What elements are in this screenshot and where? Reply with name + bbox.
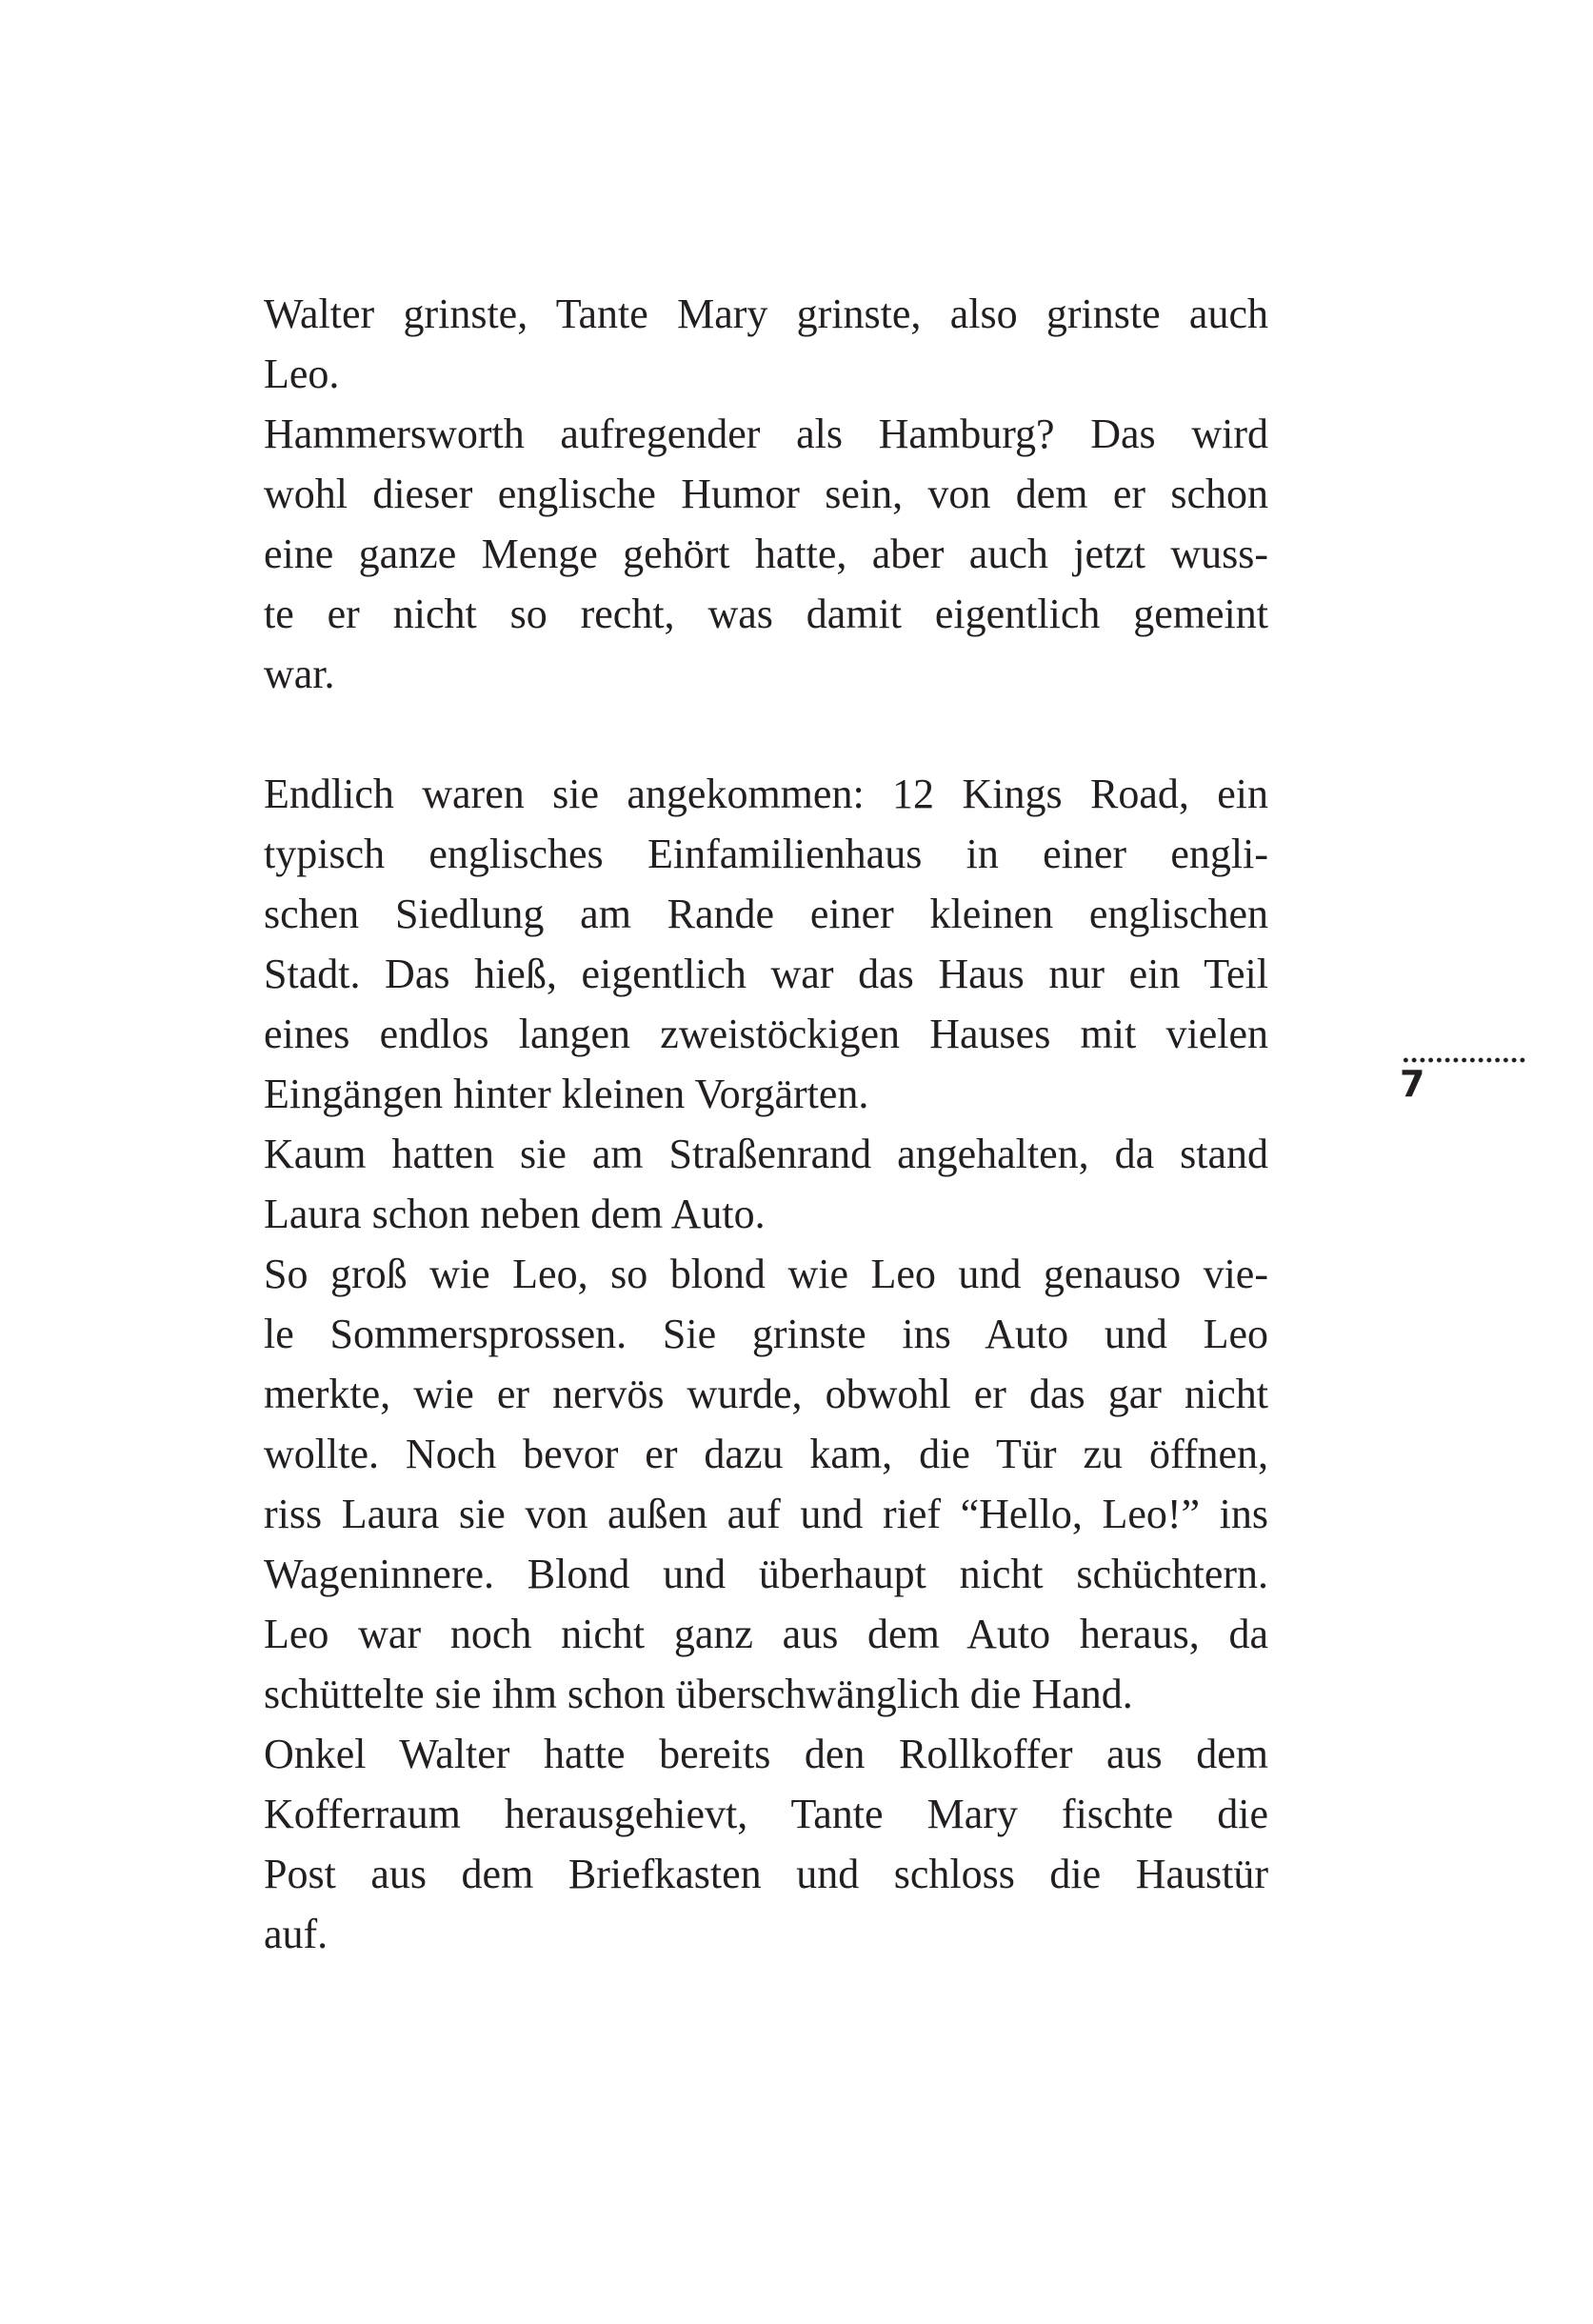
paragraph (264, 404, 1268, 704)
text-line: Leo. (264, 351, 340, 397)
paragraph-spacer (264, 704, 1268, 764)
text-line: le Sommersprossen. Sie grinste ins Auto und Leo (264, 1311, 1268, 1357)
text-line: Walter grinste, Tante Mary grinste, also grinste auch (264, 290, 1268, 337)
paragraph (264, 1724, 1268, 1964)
body-text (264, 284, 1268, 1964)
text-line: Endlich waren sie angekommen: 12 Kings Road, ein (264, 771, 1268, 817)
text-line: wohl dieser englische Humor sein, von dem er schon (264, 471, 1268, 517)
text-line: So groß wie Leo, so blond wie Leo und genauso vie- (264, 1251, 1268, 1297)
paragraph (264, 1124, 1268, 1244)
paragraph (264, 764, 1268, 1124)
text-line: auf. (264, 1911, 329, 1957)
text-line: wollte. Noch bevor er dazu kam, die Tür zu öffnen, (264, 1431, 1268, 1477)
paragraph (264, 284, 1268, 404)
text-line: Post aus dem Briefkasten und schloss die Haustür (264, 1851, 1268, 1897)
text-line: Kofferraum herausgehievt, Tante Mary fischte die (264, 1791, 1268, 1837)
text-line: schüttelte sie ihm schon überschwänglich die Hand. (264, 1671, 1133, 1717)
text-line: Eingängen hinter kleinen Vorgärten. (264, 1071, 869, 1117)
text-line: Kaum hatten sie am Straßenrand angehalten, da stand (264, 1131, 1268, 1177)
text-line: Laura schon neben dem Auto. (264, 1191, 766, 1237)
paragraph (264, 1244, 1268, 1724)
text-line: typisch englisches Einfamilienhaus in einer engli- (264, 831, 1268, 877)
text-line: eine ganze Menge gehört hatte, aber auch jetzt wuss- (264, 531, 1268, 577)
text-line: Hammersworth aufregender als Hamburg? Das wird (264, 411, 1268, 457)
text-line: Stadt. Das hieß, eigentlich war das Haus nur ein Teil (264, 951, 1268, 997)
page-number: 7 (1400, 1063, 1425, 1105)
text-line: war. (264, 651, 335, 697)
text-line: riss Laura sie von außen auf und rief “Hello, Leo!” ins (264, 1491, 1268, 1537)
text-line: Onkel Walter hatte bereits den Rollkoffer aus dem (264, 1731, 1268, 1777)
text-line: Wageninnere. Blond und überhaupt nicht schüchtern. (264, 1551, 1268, 1597)
text-line: schen Siedlung am Rande einer kleinen englischen (264, 891, 1268, 937)
text-line: merkte, wie er nervös wurde, obwohl er das gar nicht (264, 1371, 1268, 1417)
text-line: te er nicht so recht, was damit eigentlich gemeint (264, 591, 1268, 637)
text-line: Leo war noch nicht ganz aus dem Auto heraus, da (264, 1611, 1268, 1657)
text-line: eines endlos langen zweistöckigen Hauses mit vielen (264, 1011, 1268, 1057)
